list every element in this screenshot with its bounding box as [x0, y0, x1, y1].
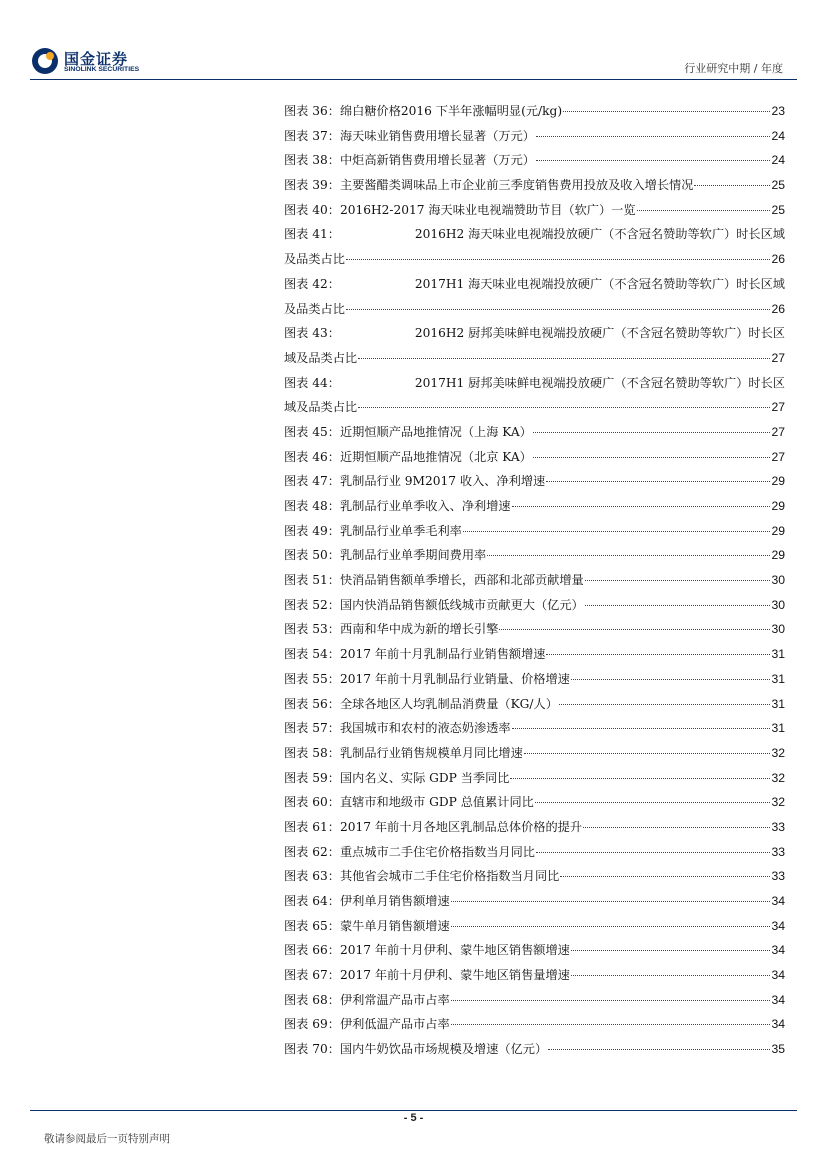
- toc-entry-page: 24: [771, 153, 785, 168]
- toc-entry-label: 图表 46：: [284, 449, 340, 464]
- figure-toc-list: [284, 99, 785, 1062]
- toc-leader-dots: [533, 456, 771, 458]
- toc-entry[interactable]: [284, 716, 785, 741]
- toc-leader-dots: [536, 851, 770, 853]
- toc-entry[interactable]: [284, 124, 785, 149]
- toc-entry-title: 国内名义、实际 GDP 当季同比: [339, 770, 510, 785]
- toc-entry-title: 乳制品行业单季收入、净利增速: [339, 499, 511, 513]
- toc-entry-label: 图表 54：: [284, 647, 340, 662]
- toc-leader-dots: [346, 308, 771, 310]
- toc-entry-label: 图表 51：: [284, 573, 340, 588]
- toc-entry-label: 图表 39：: [284, 178, 340, 193]
- toc-entry-page: 31: [771, 671, 785, 686]
- toc-entry-title-continued: 及品类占比: [284, 252, 345, 267]
- toc-entry-title: 西南和华中成为新的增长引擎: [339, 622, 499, 637]
- toc-leader-dots: [358, 406, 770, 408]
- toc-entry-label: 图表 45：: [284, 424, 340, 439]
- toc-entry-label: 图表 70：: [284, 1042, 340, 1057]
- toc-entry-title: 乳制品行业单季期间费用率: [339, 548, 487, 563]
- toc-entry-title: 2016H2-2017 海天味业电视端赞助节目（软广）一览: [339, 202, 636, 217]
- toc-leader-dots: [512, 727, 771, 729]
- toc-entry-page: 23: [771, 104, 785, 118]
- toc-entry[interactable]: [284, 667, 785, 692]
- toc-entry-label: 图表 38：: [284, 153, 340, 168]
- report-type: 行业研究中期 / 年度: [684, 62, 783, 75]
- toc-entry-label: 图表 62：: [284, 844, 340, 859]
- toc-entry[interactable]: [284, 593, 785, 618]
- toc-leader-dots: [536, 159, 770, 161]
- toc-entry-page: 33: [771, 869, 785, 884]
- toc-entry[interactable]: [284, 272, 785, 321]
- toc-entry[interactable]: [284, 321, 785, 370]
- toc-entry[interactable]: [284, 568, 785, 593]
- toc-leader-dots: [571, 974, 771, 976]
- logo-mark-icon: [30, 46, 60, 76]
- toc-entry[interactable]: [284, 988, 785, 1013]
- toc-entry-title: 全球各地区人均乳制品消费量（KG/人）: [339, 696, 558, 711]
- toc-entry-label: 图表 50：: [284, 548, 340, 563]
- toc-entry-title: 重点城市二手住宅价格指数当月同比: [339, 844, 535, 859]
- toc-leader-dots: [536, 135, 770, 137]
- toc-entry-label: 图表 55：: [284, 671, 340, 686]
- company-logo: [30, 46, 170, 78]
- toc-leader-dots: [510, 777, 770, 779]
- toc-entry-page: 31: [771, 721, 785, 736]
- toc-entry[interactable]: [284, 914, 785, 939]
- toc-entry-label: 图表 66：: [284, 943, 340, 958]
- toc-entry-title: 海天味业销售费用增长显著（万元）: [339, 128, 535, 143]
- disclaimer-text: 敬请参阅最后一页特别声明: [44, 1133, 170, 1145]
- toc-leader-dots: [487, 554, 770, 556]
- toc-entry-title: 2017 年前十月伊利、蒙牛地区销售额增速: [339, 943, 570, 958]
- toc-entry-label: 图表 65：: [284, 918, 340, 933]
- toc-leader-dots: [535, 801, 771, 803]
- toc-entry[interactable]: [284, 617, 785, 642]
- toc-entry-title: 2017 年前十月伊利、蒙牛地区销售量增速: [339, 968, 570, 983]
- toc-entry-title: 我国城市和农村的液态奶渗透率: [339, 721, 511, 736]
- toc-entry-title: 2016H2 厨邦美味鲜电视端投放硬广（不含冠名赞助等软广）时长区: [414, 326, 785, 341]
- toc-entry-page: 27: [771, 424, 785, 439]
- toc-entry[interactable]: [284, 1012, 785, 1037]
- toc-leader-dots: [533, 431, 771, 433]
- toc-entry-title: 伊利单月销售额增速: [339, 894, 450, 908]
- toc-entry[interactable]: [284, 741, 785, 766]
- toc-leader-dots: [499, 628, 770, 630]
- toc-entry[interactable]: [284, 198, 785, 223]
- toc-entry-page: 34: [771, 968, 785, 983]
- toc-entry-label: 图表 52：: [284, 597, 340, 612]
- toc-leader-dots: [524, 752, 771, 754]
- toc-leader-dots: [559, 703, 771, 705]
- toc-leader-dots: [546, 480, 770, 482]
- toc-entry-title-continued: 及品类占比: [284, 301, 345, 316]
- toc-leader-dots: [463, 530, 771, 532]
- toc-entry-title: 2017 年前十月乳制品行业销量、价格增速: [339, 671, 570, 686]
- toc-entry-page: 30: [771, 573, 785, 588]
- toc-entry-page: 30: [771, 622, 785, 637]
- toc-entry-page: 34: [771, 992, 785, 1007]
- toc-leader-dots: [346, 258, 771, 260]
- toc-entry-label: 图表 53：: [284, 622, 340, 637]
- toc-entry-label: 图表 42：: [284, 276, 340, 291]
- toc-entry-page: 30: [771, 597, 785, 612]
- toc-entry[interactable]: [284, 173, 785, 198]
- toc-entry-page: 31: [771, 696, 785, 711]
- toc-entry-label: 图表 57：: [284, 721, 340, 736]
- toc-entry-page: 31: [771, 647, 785, 662]
- toc-entry-label: 图表 56：: [284, 696, 340, 711]
- toc-entry-title: 蒙牛单月销售额增速: [339, 918, 450, 933]
- toc-entry-title: 绵白糖价格2016 下半年涨幅明显(元/kg): [339, 104, 563, 118]
- toc-entry[interactable]: [284, 692, 785, 717]
- toc-entry-page: 26: [771, 301, 785, 316]
- toc-leader-dots: [548, 1048, 770, 1050]
- toc-entry-label: 图表 47：: [284, 474, 340, 489]
- toc-entry-page: 25: [771, 202, 785, 217]
- toc-entry-page: 24: [771, 128, 785, 143]
- toc-entry-label: 图表 48：: [284, 499, 340, 513]
- toc-entry[interactable]: [284, 99, 785, 124]
- toc-entry-title: 快消品销售额单季增长，西部和北部贡献增量: [339, 573, 584, 588]
- toc-leader-dots: [637, 209, 771, 211]
- toc-entry-page: 32: [771, 795, 785, 810]
- toc-entry-title: 乳制品行业 9M2017 收入、净利增速: [339, 474, 546, 489]
- toc-leader-dots: [451, 925, 771, 927]
- toc-entry-title: 2017 年前十月各地区乳制品总体价格的提升: [339, 819, 583, 834]
- toc-leader-dots: [546, 653, 770, 655]
- toc-entry-title: 伊利常温产品市占率: [339, 992, 450, 1007]
- toc-entry[interactable]: [284, 938, 785, 963]
- toc-entry-label: 图表 60：: [284, 795, 340, 810]
- toc-entry-title: 其他省会城市二手住宅价格指数当月同比: [339, 869, 560, 884]
- toc-entry-title: 主要酱醋类调味品上市企业前三季度销售费用投放及收入增长情况: [339, 178, 694, 193]
- toc-entry-page: 33: [771, 819, 785, 834]
- toc-entry-title: 近期恒顺产品地推情况（上海 KA）: [339, 424, 532, 439]
- toc-entry-title: 乳制品行业单季毛利率: [339, 523, 462, 538]
- footer-divider: [30, 1110, 797, 1111]
- toc-entry-page: 29: [771, 523, 785, 538]
- toc-entry-label: 图表 69：: [284, 1017, 340, 1032]
- toc-entry-label: 图表 68：: [284, 992, 340, 1007]
- toc-entry-label: 图表 64：: [284, 894, 340, 908]
- toc-entry[interactable]: [284, 1037, 785, 1062]
- toc-entry-page: 29: [771, 499, 785, 513]
- toc-entry[interactable]: [284, 494, 785, 519]
- toc-entry-page: 32: [771, 770, 785, 785]
- toc-leader-dots: [571, 678, 771, 680]
- toc-entry-page: 25: [771, 178, 785, 193]
- toc-entry[interactable]: [284, 815, 785, 840]
- toc-entry-label: 图表 49：: [284, 523, 340, 538]
- toc-entry-label: 图表 67：: [284, 968, 340, 983]
- page-number: - 5 -: [403, 1112, 424, 1124]
- toc-leader-dots: [451, 900, 771, 902]
- toc-entry-title: 2017H1 厨邦美味鲜电视端投放硬广（不含冠名赞助等软广）时长区: [414, 375, 785, 390]
- page-header: [0, 0, 827, 80]
- toc-entry-label: 图表 61：: [284, 819, 340, 834]
- toc-entry-title-continued: 域及品类占比: [284, 350, 358, 365]
- toc-entry-title: 国内牛奶饮品市场规模及增速（亿元）: [339, 1042, 548, 1057]
- toc-leader-dots: [585, 579, 771, 581]
- header-divider: [30, 79, 797, 80]
- toc-entry-page: 34: [771, 918, 785, 933]
- toc-entry-page: 27: [771, 400, 785, 415]
- toc-entry-label: 图表 59：: [284, 770, 340, 785]
- toc-entry-title: 直辖市和地级市 GDP 总值累计同比: [339, 795, 534, 810]
- toc-entry-page: 26: [771, 252, 785, 267]
- toc-entry[interactable]: [284, 889, 785, 914]
- toc-entry-title: 2016H2 海天味业电视端投放硬广（不含冠名赞助等软广）时长区域: [414, 227, 785, 242]
- toc-entry-page: 34: [771, 1017, 785, 1032]
- toc-leader-dots: [563, 110, 770, 112]
- toc-entry-label: 图表 44：: [284, 375, 340, 390]
- toc-leader-dots: [585, 604, 771, 606]
- toc-entry-page: 32: [771, 745, 785, 760]
- toc-entry[interactable]: [284, 222, 785, 271]
- toc-entry-page: 34: [771, 943, 785, 958]
- toc-leader-dots: [560, 875, 770, 877]
- toc-entry[interactable]: [284, 469, 785, 494]
- toc-entry-title: 2017 年前十月乳制品行业销售额增速: [339, 647, 546, 662]
- toc-leader-dots: [571, 949, 771, 951]
- toc-entry-title: 乳制品行业销售规模单月同比增速: [339, 745, 523, 760]
- toc-entry-page: 29: [771, 548, 785, 563]
- toc-leader-dots: [694, 184, 770, 186]
- toc-entry-label: 图表 40：: [284, 202, 340, 217]
- toc-leader-dots: [512, 505, 771, 507]
- toc-entry-label: 图表 37：: [284, 128, 340, 143]
- toc-entry[interactable]: [284, 148, 785, 173]
- toc-entry-label: 图表 41：: [284, 227, 340, 242]
- toc-leader-dots: [358, 357, 770, 359]
- toc-entry-label: 图表 63：: [284, 869, 340, 884]
- toc-entry-page: 27: [771, 350, 785, 365]
- toc-entry[interactable]: [284, 420, 785, 445]
- toc-entry-page: 35: [771, 1042, 785, 1057]
- logo-text-en: SINOLINK SECURITIES: [64, 66, 140, 73]
- logo-text-cn: 国金证券: [64, 50, 129, 68]
- toc-leader-dots: [451, 1023, 771, 1025]
- toc-entry[interactable]: [284, 840, 785, 865]
- toc-leader-dots: [583, 826, 770, 828]
- toc-entry[interactable]: [284, 642, 785, 667]
- toc-entry-title: 伊利低温产品市占率: [339, 1017, 450, 1032]
- toc-entry[interactable]: [284, 790, 785, 815]
- toc-entry-page: 33: [771, 844, 785, 859]
- toc-entry-title: 近期恒顺产品地推情况（北京 KA）: [339, 449, 532, 464]
- toc-entry[interactable]: [284, 519, 785, 544]
- toc-entry-title: 国内快消品销售额低线城市贡献更大（亿元）: [339, 597, 584, 612]
- toc-entry[interactable]: [284, 445, 785, 470]
- toc-entry[interactable]: [284, 963, 785, 988]
- toc-entry[interactable]: [284, 543, 785, 568]
- toc-entry-page: 27: [771, 449, 785, 464]
- toc-entry-label: 图表 58：: [284, 745, 340, 760]
- toc-entry-page: 34: [771, 894, 785, 908]
- toc-entry-title: 2017H1 海天味业电视端投放硬广（不含冠名赞助等软广）时长区域: [414, 276, 785, 291]
- toc-entry-title-continued: 域及品类占比: [284, 400, 358, 415]
- toc-entry-page: 29: [771, 474, 785, 489]
- toc-entry[interactable]: [284, 766, 785, 791]
- toc-entry[interactable]: [284, 864, 785, 889]
- toc-entry-label: 图表 43：: [284, 326, 340, 341]
- toc-entry-title: 中炬高新销售费用增长显著（万元）: [339, 153, 535, 168]
- toc-entry[interactable]: [284, 371, 785, 420]
- toc-entry-label: 图表 36：: [284, 104, 340, 118]
- toc-leader-dots: [451, 999, 771, 1001]
